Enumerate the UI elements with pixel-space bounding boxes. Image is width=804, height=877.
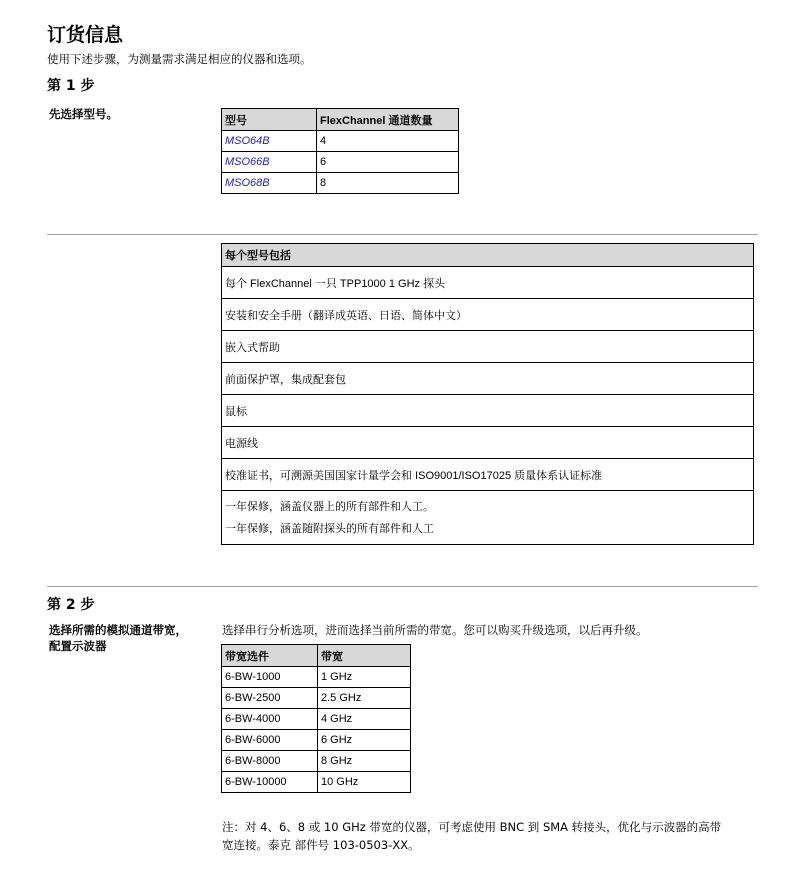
- warranty-line: 一年保修，涵盖仪器上的所有部件和人工。: [225, 500, 434, 513]
- warranty-line: 一年保修，涵盖随附探头的所有部件和人工: [225, 522, 434, 535]
- table-row: [222, 427, 754, 459]
- step2-instruction: [49, 622, 187, 654]
- table-row: [222, 772, 411, 793]
- bandwidth-value: 6 GHz: [318, 730, 411, 751]
- table-row: [222, 395, 754, 427]
- section-divider: [47, 234, 758, 235]
- table-header-row: [222, 109, 459, 131]
- column-header: 型号: [222, 109, 317, 131]
- bandwidth-value: 10 GHz: [318, 772, 411, 793]
- option-code: 6-BW-2500: [222, 688, 318, 709]
- step2-heading: 第 2 步: [47, 597, 95, 613]
- note-line: 宽连接。泰克 部件号 103-0503-XX。: [222, 838, 420, 852]
- table-row: [222, 709, 411, 730]
- page-intro: 使用下述步骤，为测量需求满足相应的仪器和选项。: [47, 52, 312, 66]
- table-row: [222, 131, 459, 152]
- table-row: [222, 299, 754, 331]
- table-row: [222, 491, 754, 545]
- table-row: [222, 267, 754, 299]
- column-header: 每个型号包括: [222, 244, 754, 267]
- table-row: [222, 331, 754, 363]
- model-link[interactable]: MSO64B: [222, 131, 317, 152]
- included-item: 嵌入式帮助: [222, 331, 754, 363]
- table-row: [222, 363, 754, 395]
- channel-count: 6: [317, 152, 459, 173]
- table-row: [222, 751, 411, 772]
- bandwidth-value: 2.5 GHz: [318, 688, 411, 709]
- table-header-row: [222, 645, 411, 667]
- warranty-item: [222, 491, 754, 545]
- column-header: 带宽选件: [222, 645, 318, 667]
- includes-table: [221, 243, 754, 545]
- section-divider: [47, 586, 758, 587]
- included-item: 安装和安全手册（翻译成英语、日语、简体中文）: [222, 299, 754, 331]
- included-item: 校准证书，可溯源美国国家计量学会和 ISO9001/ISO17025 质量体系认证标准: [222, 459, 754, 491]
- bandwidth-value: 8 GHz: [318, 751, 411, 772]
- option-code: 6-BW-4000: [222, 709, 318, 730]
- page-title: 订货信息: [47, 24, 124, 46]
- included-item: 前面保护罩，集成配套包: [222, 363, 754, 395]
- step1-instruction: 先选择型号。: [49, 107, 118, 121]
- included-item: 鼠标: [222, 395, 754, 427]
- table-row: [222, 667, 411, 688]
- table-row: [222, 173, 459, 194]
- included-item: 每个 FlexChannel 一只 TPP1000 1 GHz 探头: [222, 267, 754, 299]
- bandwidth-value: 4 GHz: [318, 709, 411, 730]
- option-code: 6-BW-1000: [222, 667, 318, 688]
- step2-instruction-line: 配置示波器: [49, 639, 107, 653]
- option-code: 6-BW-6000: [222, 730, 318, 751]
- option-code: 6-BW-8000: [222, 751, 318, 772]
- model-table: [221, 108, 459, 194]
- included-item: 电源线: [222, 427, 754, 459]
- note-line: 注：对 4、6、8 或 10 GHz 带宽的仪器，可考虑使用 BNC 到 SMA 转接头，优化与示波器的高带: [222, 820, 722, 834]
- table-row: [222, 688, 411, 709]
- table-row: [222, 730, 411, 751]
- step2-instruction-line: 选择所需的模拟通道带宽，: [49, 623, 187, 637]
- table-header-row: [222, 244, 754, 267]
- channel-count: 4: [317, 131, 459, 152]
- column-header: FlexChannel 通道数量: [317, 109, 459, 131]
- step2-description: 选择串行分析选项，进而选择当前所需的带宽。您可以购买升级选项，以后再升级。: [222, 623, 648, 637]
- bandwidth-value: 1 GHz: [318, 667, 411, 688]
- table-row: [222, 459, 754, 491]
- adapter-note: [222, 818, 721, 854]
- bandwidth-table: [221, 644, 411, 793]
- model-link[interactable]: MSO68B: [222, 173, 317, 194]
- option-code: 6-BW-10000: [222, 772, 318, 793]
- model-link[interactable]: MSO66B: [222, 152, 317, 173]
- step1-heading: 第 1 步: [47, 78, 95, 94]
- table-row: [222, 152, 459, 173]
- channel-count: 8: [317, 173, 459, 194]
- column-header: 带宽: [318, 645, 411, 667]
